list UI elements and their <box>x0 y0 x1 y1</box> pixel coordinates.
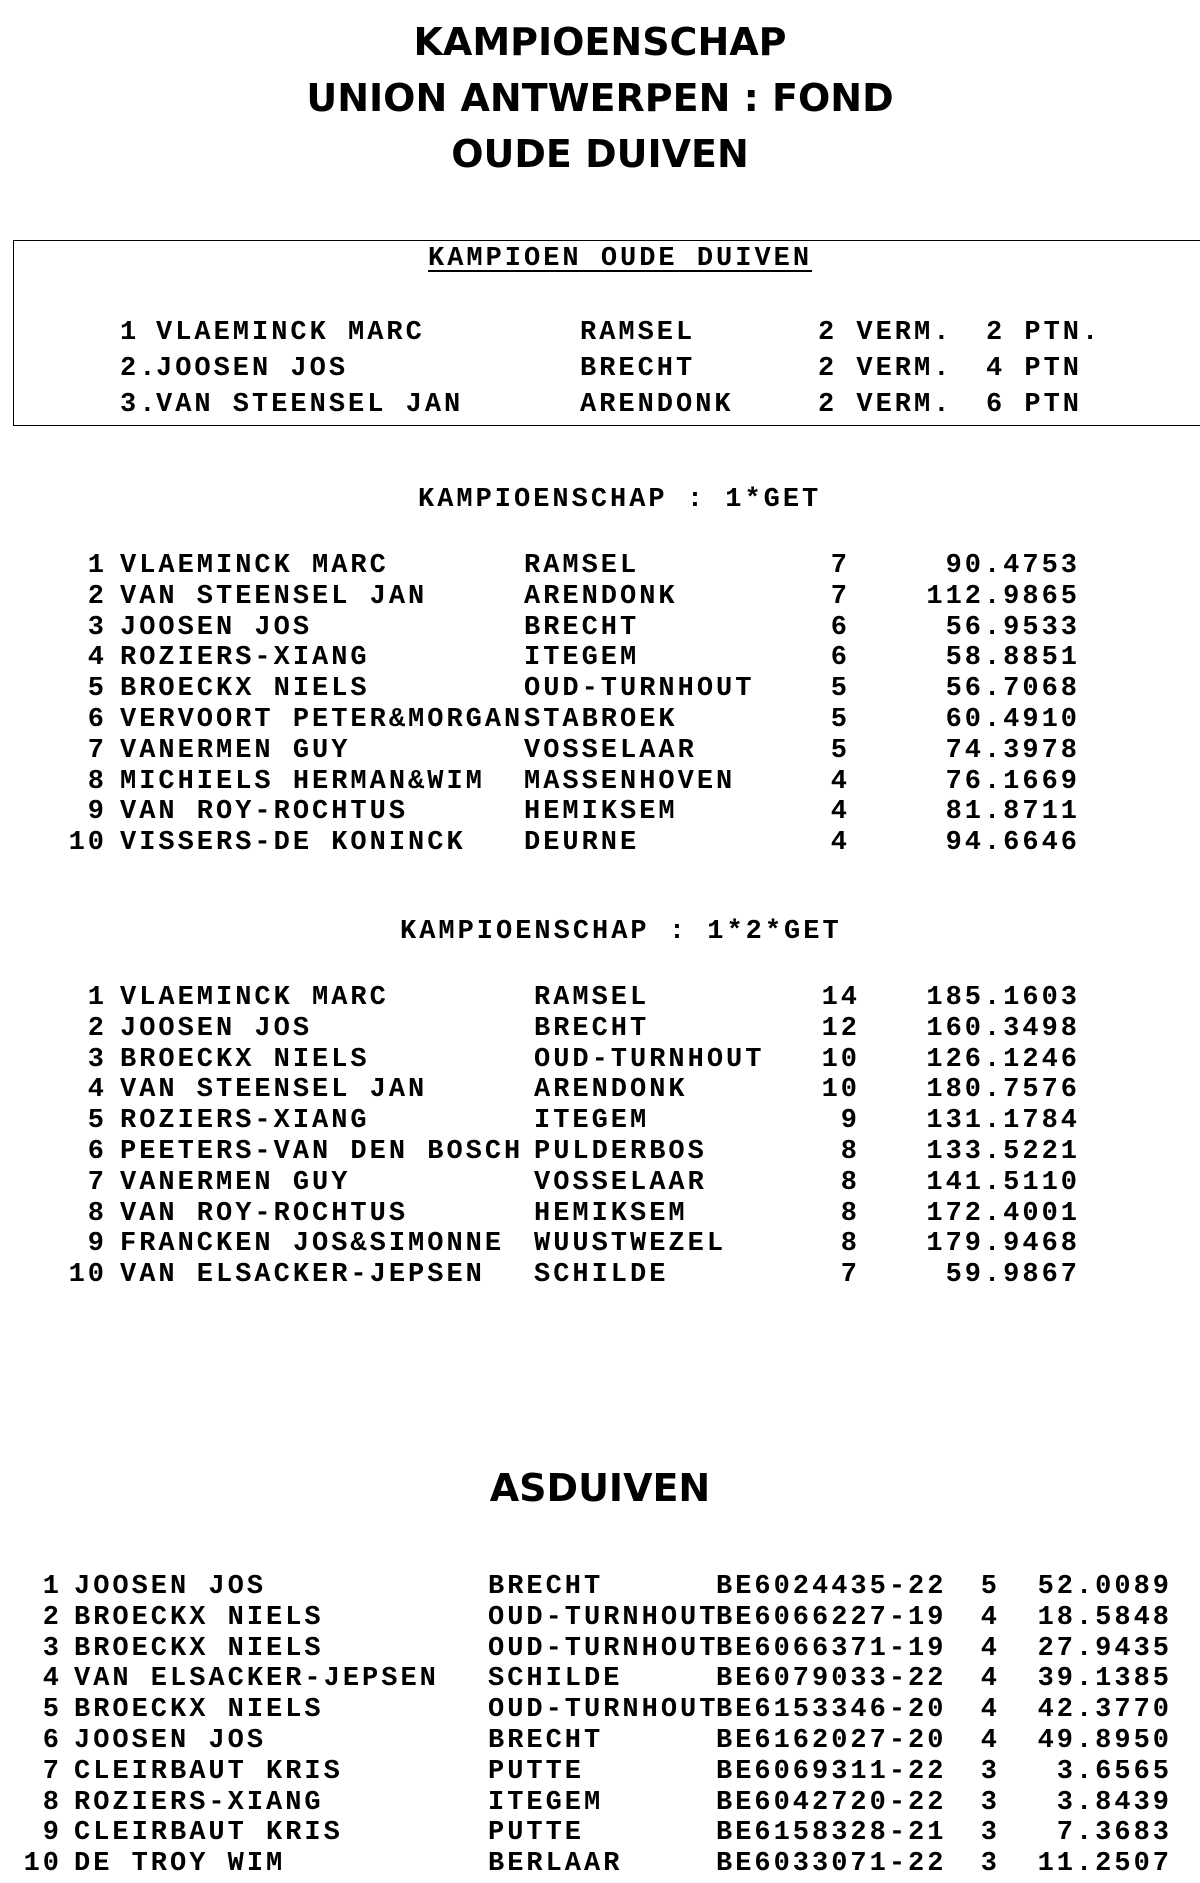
place-cell: DEURNE <box>524 828 640 859</box>
table-row <box>0 318 1200 349</box>
count-cell: 14 <box>821 983 860 1013</box>
rank-cell: 9 <box>87 797 107 828</box>
name-cell: VANERMEN GUY <box>120 1167 351 1198</box>
score-cell: 49.8950 <box>1037 1726 1172 1756</box>
ring-number-cell: BE6066371-19 <box>716 1633 947 1664</box>
name-cell: VAN STEENSEL JAN <box>156 390 464 420</box>
place-cell: VOSSELAAR <box>534 1167 707 1198</box>
rank-cell: 8 <box>87 766 107 797</box>
score-cell: 131.1784 <box>926 1106 1080 1137</box>
score-cell: 18.5848 <box>1037 1602 1172 1633</box>
place-cell: PUTTE <box>488 1818 585 1849</box>
place-cell: ARENDONK <box>524 581 678 612</box>
count-cell: 8 <box>840 1198 860 1229</box>
place-cell: ITEGEM <box>488 1787 604 1818</box>
name-cell: VANERMEN GUY <box>120 735 351 766</box>
table-row <box>0 1603 1200 1634</box>
name-cell: VISSERS-DE KONINCK <box>120 828 466 859</box>
place-cell: WUUSTWEZEL <box>534 1229 727 1260</box>
header-line-3: OUDE DUIVEN <box>451 132 749 176</box>
name-cell: BROECKX NIELS <box>120 674 370 705</box>
rank-cell: 3. <box>120 390 159 420</box>
name-cell: VLAEMINCK MARC <box>120 551 389 581</box>
place-cell: OUD-TURNHOUT <box>534 1044 765 1075</box>
table-row <box>0 1106 1200 1137</box>
name-cell: ROZIERS-XIANG <box>74 1787 324 1818</box>
rank-cell: 2 <box>42 1602 62 1633</box>
table-row <box>0 1260 1200 1291</box>
rank-cell: 6 <box>87 1137 107 1167</box>
table-row <box>0 582 1200 613</box>
name-cell: VAN STEENSEL JAN <box>120 1075 428 1106</box>
rank-cell: 4 <box>87 1075 107 1106</box>
table-row <box>0 390 1200 421</box>
place-cell: SCHILDE <box>534 1260 669 1291</box>
score-cell: 52.0089 <box>1037 1572 1172 1602</box>
rank-cell: 5 <box>87 1106 107 1137</box>
name-cell: FRANCKEN JOS&SIMONNE <box>120 1229 505 1260</box>
score-cell: 58.8851 <box>945 643 1080 674</box>
verm-cell: 2 VERM. <box>818 354 953 384</box>
name-cell: VAN ROY-ROCHTUS <box>120 1198 409 1229</box>
rank-cell: 10 <box>68 828 107 859</box>
name-cell: CLEIRBAUT KRIS <box>74 1756 343 1787</box>
count-cell: 6 <box>830 612 850 643</box>
place-cell: BRECHT <box>580 354 696 384</box>
rank-cell: 7 <box>87 1167 107 1198</box>
count-cell: 4 <box>980 1602 1000 1633</box>
table-row <box>0 1634 1200 1665</box>
verm-cell: 2 VERM. <box>818 390 953 420</box>
score-cell: 56.9533 <box>945 612 1080 643</box>
score-cell: 185.1603 <box>926 983 1080 1013</box>
table-row <box>0 1137 1200 1168</box>
ring-number-cell: BE6069311-22 <box>716 1756 947 1787</box>
table-row <box>0 1075 1200 1106</box>
table-row <box>0 1757 1200 1788</box>
rank-cell: 1 <box>87 983 107 1013</box>
score-cell: 180.7576 <box>926 1075 1080 1106</box>
rank-cell: 9 <box>87 1229 107 1260</box>
points-cell: 2 PTN. <box>986 318 1102 348</box>
name-cell: BROECKX NIELS <box>74 1695 324 1726</box>
table-row <box>0 1045 1200 1076</box>
rank-cell: 1 <box>120 318 140 348</box>
place-cell: SCHILDE <box>488 1664 623 1695</box>
count-cell: 7 <box>830 581 850 612</box>
ring-number-cell: BE6033071-22 <box>716 1849 947 1880</box>
count-cell: 7 <box>840 1260 860 1291</box>
score-cell: 179.9468 <box>926 1229 1080 1260</box>
name-cell: VAN STEENSEL JAN <box>120 581 428 612</box>
table-row <box>0 1168 1200 1199</box>
count-cell: 4 <box>830 828 850 859</box>
score-cell: 141.5110 <box>926 1167 1080 1198</box>
rank-cell: 2 <box>87 1013 107 1044</box>
rank-cell: 5 <box>87 674 107 705</box>
rank-cell: 1 <box>87 551 107 581</box>
count-cell: 12 <box>821 1013 860 1044</box>
verm-cell: 2 VERM. <box>818 318 953 348</box>
rank-cell: 8 <box>87 1198 107 1229</box>
count-cell: 4 <box>830 766 850 797</box>
ring-number-cell: BE6079033-22 <box>716 1664 947 1695</box>
name-cell: JOOSEN JOS <box>120 612 313 643</box>
points-cell: 6 PTN <box>986 390 1083 420</box>
place-cell: HEMIKSEM <box>534 1198 688 1229</box>
name-cell: BROECKX NIELS <box>74 1602 324 1633</box>
table-row <box>0 1664 1200 1695</box>
points-cell: 4 PTN <box>986 354 1083 384</box>
rank-cell: 10 <box>23 1849 62 1880</box>
count-cell: 3 <box>980 1787 1000 1818</box>
table-row <box>0 1726 1200 1757</box>
count-cell: 3 <box>980 1756 1000 1787</box>
name-cell: VLAEMINCK MARC <box>156 318 425 348</box>
score-cell: 56.7068 <box>945 674 1080 705</box>
ring-number-cell: BE6066227-19 <box>716 1602 947 1633</box>
rank-cell: 7 <box>42 1756 62 1787</box>
count-cell: 4 <box>980 1664 1000 1695</box>
count-cell: 4 <box>980 1726 1000 1756</box>
asduiven-title: ASDUIVEN <box>489 1466 711 1510</box>
place-cell: ITEGEM <box>534 1106 650 1137</box>
name-cell: MICHIELS HERMAN&WIM <box>120 766 485 797</box>
score-cell: 74.3978 <box>945 735 1080 766</box>
score-cell: 81.8711 <box>945 797 1080 828</box>
place-cell: ARENDONK <box>580 390 734 420</box>
place-cell: MASSENHOVEN <box>524 766 736 797</box>
table-row <box>0 1014 1200 1045</box>
rank-cell: 3 <box>87 612 107 643</box>
count-cell: 4 <box>830 797 850 828</box>
ring-number-cell: BE6024435-22 <box>716 1572 947 1602</box>
name-cell: JOOSEN JOS <box>74 1572 267 1602</box>
rank-cell: 2. <box>120 354 159 384</box>
rank-cell: 3 <box>87 1044 107 1075</box>
table-row <box>0 1695 1200 1726</box>
table-row <box>0 1229 1200 1260</box>
score-cell: 126.1246 <box>926 1044 1080 1075</box>
get12-title: KAMPIOENSCHAP : 1*2*GET <box>400 917 842 947</box>
name-cell: VAN ELSACKER-JEPSEN <box>120 1260 485 1291</box>
score-cell: 27.9435 <box>1037 1633 1172 1664</box>
place-cell: BRECHT <box>488 1726 604 1756</box>
score-cell: 59.9867 <box>945 1260 1080 1291</box>
table-row <box>0 1199 1200 1230</box>
table-row <box>0 736 1200 767</box>
ring-number-cell: BE6153346-20 <box>716 1695 947 1726</box>
header-line-2: UNION ANTWERPEN : FOND <box>306 76 894 120</box>
count-cell: 3 <box>980 1849 1000 1880</box>
place-cell: OUD-TURNHOUT <box>488 1695 719 1726</box>
place-cell: ITEGEM <box>524 643 640 674</box>
count-cell: 7 <box>830 551 850 581</box>
rank-cell: 8 <box>42 1787 62 1818</box>
name-cell: VAN ELSACKER-JEPSEN <box>74 1664 439 1695</box>
name-cell: JOOSEN JOS <box>120 1013 313 1044</box>
table-row <box>0 767 1200 798</box>
count-cell: 5 <box>980 1572 1000 1602</box>
rank-cell: 4 <box>42 1664 62 1695</box>
count-cell: 5 <box>830 674 850 705</box>
count-cell: 4 <box>980 1695 1000 1726</box>
name-cell: ROZIERS-XIANG <box>120 1106 370 1137</box>
count-cell: 9 <box>840 1106 860 1137</box>
place-cell: OUD-TURNHOUT <box>488 1602 719 1633</box>
rank-cell: 6 <box>87 705 107 735</box>
place-cell: OUD-TURNHOUT <box>488 1633 719 1664</box>
score-cell: 90.4753 <box>945 551 1080 581</box>
place-cell: OUD-TURNHOUT <box>524 674 755 705</box>
place-cell: RAMSEL <box>524 551 640 581</box>
get1-title: KAMPIOENSCHAP : 1*GET <box>418 485 822 515</box>
count-cell: 5 <box>830 735 850 766</box>
score-cell: 42.3770 <box>1037 1695 1172 1726</box>
place-cell: BRECHT <box>534 1013 650 1044</box>
name-cell: VERVOORT PETER&MORGAN <box>120 705 524 735</box>
count-cell: 8 <box>840 1229 860 1260</box>
table-row <box>0 1818 1200 1849</box>
table-row <box>0 1849 1200 1880</box>
rank-cell: 7 <box>87 735 107 766</box>
name-cell: JOOSEN JOS <box>74 1726 267 1756</box>
score-cell: 172.4001 <box>926 1198 1080 1229</box>
place-cell: BRECHT <box>488 1572 604 1602</box>
name-cell: PEETERS-VAN DEN BOSCH <box>120 1137 524 1167</box>
name-cell: ROZIERS-XIANG <box>120 643 370 674</box>
place-cell: ARENDONK <box>534 1075 688 1106</box>
kampioen-title: KAMPIOEN OUDE DUIVEN <box>428 244 813 274</box>
place-cell: VOSSELAAR <box>524 735 697 766</box>
count-cell: 10 <box>821 1044 860 1075</box>
rank-cell: 5 <box>42 1695 62 1726</box>
score-cell: 60.4910 <box>945 705 1080 735</box>
score-cell: 112.9865 <box>926 581 1080 612</box>
name-cell: BROECKX NIELS <box>74 1633 324 1664</box>
place-cell: BRECHT <box>524 612 640 643</box>
ring-number-cell: BE6158328-21 <box>716 1818 947 1849</box>
count-cell: 8 <box>840 1167 860 1198</box>
place-cell: HEMIKSEM <box>524 797 678 828</box>
place-cell: STABROEK <box>524 705 678 735</box>
ring-number-cell: BE6162027-20 <box>716 1726 947 1756</box>
score-cell: 94.6646 <box>945 828 1080 859</box>
rank-cell: 6 <box>42 1726 62 1756</box>
score-cell: 7.3683 <box>1056 1818 1172 1849</box>
place-cell: PUTTE <box>488 1756 585 1787</box>
table-row <box>0 674 1200 705</box>
table-row <box>0 705 1200 736</box>
score-cell: 11.2507 <box>1037 1849 1172 1880</box>
name-cell: JOOSEN JOS <box>156 354 349 384</box>
count-cell: 5 <box>830 705 850 735</box>
place-cell: RAMSEL <box>580 318 696 348</box>
table-row <box>0 797 1200 828</box>
count-cell: 10 <box>821 1075 860 1106</box>
count-cell: 8 <box>840 1137 860 1167</box>
count-cell: 3 <box>980 1818 1000 1849</box>
rank-cell: 2 <box>87 581 107 612</box>
header-line-1: KAMPIOENSCHAP <box>413 20 787 64</box>
table-row <box>0 983 1200 1014</box>
rank-cell: 9 <box>42 1818 62 1849</box>
count-cell: 4 <box>980 1633 1000 1664</box>
name-cell: CLEIRBAUT KRIS <box>74 1818 343 1849</box>
ring-number-cell: BE6042720-22 <box>716 1787 947 1818</box>
name-cell: VLAEMINCK MARC <box>120 983 389 1013</box>
place-cell: BERLAAR <box>488 1849 623 1880</box>
place-cell: RAMSEL <box>534 983 650 1013</box>
name-cell: VAN ROY-ROCHTUS <box>120 797 409 828</box>
score-cell: 76.1669 <box>945 766 1080 797</box>
name-cell: BROECKX NIELS <box>120 1044 370 1075</box>
table-row <box>0 828 1200 859</box>
place-cell: PULDERBOS <box>534 1137 707 1167</box>
score-cell: 133.5221 <box>926 1137 1080 1167</box>
rank-cell: 3 <box>42 1633 62 1664</box>
table-row <box>0 613 1200 644</box>
table-row <box>0 1788 1200 1819</box>
rank-cell: 10 <box>68 1260 107 1291</box>
score-cell: 3.6565 <box>1056 1756 1172 1787</box>
score-cell: 39.1385 <box>1037 1664 1172 1695</box>
rank-cell: 4 <box>87 643 107 674</box>
rank-cell: 1 <box>42 1572 62 1602</box>
table-row <box>0 1572 1200 1603</box>
name-cell: DE TROY WIM <box>74 1849 286 1880</box>
score-cell: 160.3498 <box>926 1013 1080 1044</box>
table-row <box>0 643 1200 674</box>
table-row <box>0 354 1200 385</box>
score-cell: 3.8439 <box>1056 1787 1172 1818</box>
table-row <box>0 551 1200 582</box>
count-cell: 6 <box>830 643 850 674</box>
